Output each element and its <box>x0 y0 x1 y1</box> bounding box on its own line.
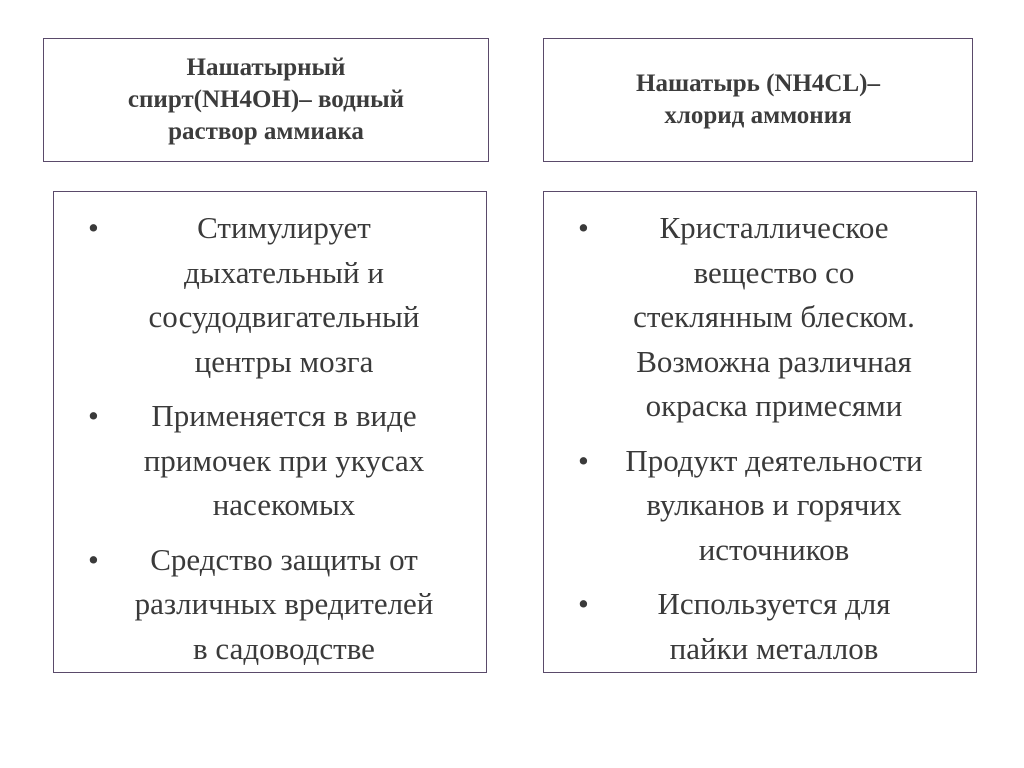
header-left-line: Нашатырный <box>186 54 346 81</box>
body-left-box <box>53 191 487 673</box>
header-right-box <box>543 38 973 162</box>
list-item-line: Возможна различная <box>636 343 912 379</box>
list-item-line: Средство защиты от <box>150 541 418 577</box>
bullet-icon: • <box>578 442 589 478</box>
header-right-title <box>636 68 880 132</box>
header-right-line: Нашатырь (NH4CL)– <box>636 70 880 97</box>
list-item-line: в садоводстве <box>193 630 375 666</box>
header-right-line: хлорид аммония <box>664 102 852 129</box>
list-item-line: примочек при укусах <box>143 442 425 478</box>
list-item <box>68 538 472 672</box>
list-item-line: вулканов и горячих <box>646 487 902 522</box>
list-item-line: источников <box>698 531 850 567</box>
list-item-line: Стимулирует <box>197 210 371 245</box>
list-item-line: Используется для <box>657 586 891 621</box>
list-item-line: центры мозга <box>194 343 374 379</box>
list-item-line: окраска примесями <box>645 388 903 423</box>
header-left-line: спирт(NH4OH)– водный <box>127 86 405 113</box>
bullet-icon: • <box>88 398 99 433</box>
list-item <box>558 206 962 429</box>
list-item-line: пайки металлов <box>669 630 879 666</box>
list-item <box>558 582 962 671</box>
list-item-line: Применяется в виде <box>151 398 417 433</box>
list-item-line: дыхательный и <box>184 254 384 290</box>
bullet-list-right <box>544 192 976 671</box>
list-item <box>558 439 962 573</box>
header-left-box <box>43 38 489 162</box>
list-item-line: Продукт деятельности <box>625 442 923 478</box>
bullet-icon: • <box>578 586 589 621</box>
list-item <box>68 394 472 528</box>
bullet-list-left <box>54 192 486 671</box>
body-right-box <box>543 191 977 673</box>
list-item-line: Кристаллическое <box>659 210 889 245</box>
bullet-icon: • <box>88 541 99 577</box>
list-item <box>68 206 472 384</box>
list-item-line: различных вредителей <box>134 586 434 621</box>
list-item-line: насекомых <box>212 487 356 522</box>
list-item-line: вещество со <box>693 254 855 290</box>
list-item-line: стеклянным блеском. <box>633 299 915 334</box>
header-left-title <box>128 52 404 148</box>
bullet-icon: • <box>578 210 589 245</box>
list-item-line: сосудодвигательный <box>148 299 420 334</box>
bullet-icon: • <box>88 210 99 245</box>
header-left-line: раствор аммиака <box>168 118 364 145</box>
